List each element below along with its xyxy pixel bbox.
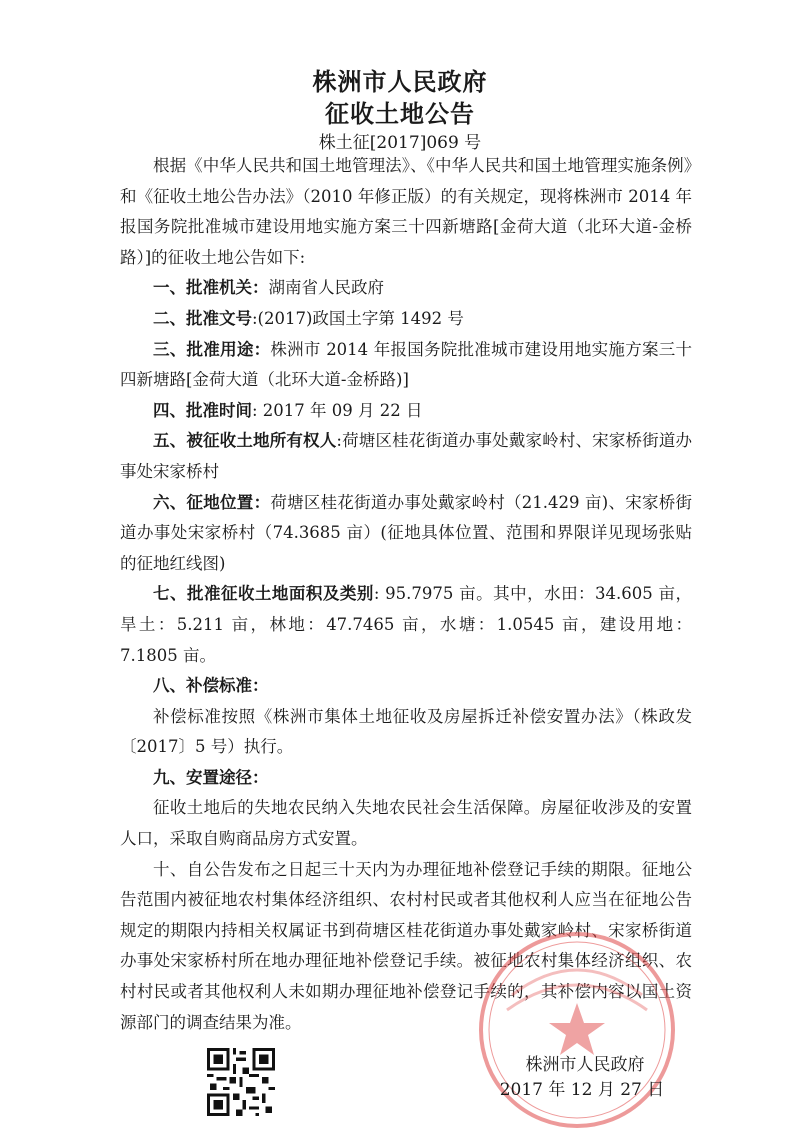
qr-code-icon bbox=[207, 1048, 275, 1116]
item-label: 九、安置途径： bbox=[153, 767, 269, 787]
item-approval-authority bbox=[120, 273, 692, 304]
item-text: :(2017)政国土字第 1492 号 bbox=[252, 308, 464, 328]
intro-paragraph: 根据《中华人民共和国土地管理法》、《中华人民共和国土地管理实施条例》和《征收土地公告办法》（2010 年修正版）的有关规定，现将株洲市 2014 年报国务院批准城市建设用地实施方案三十四新塘路[金荷大道（北环大道-金桥路）]的征收土地公告如下: bbox=[120, 156, 692, 267]
official-seal-icon bbox=[472, 925, 682, 1135]
signature-date: 2017 年 12 月 27 日 bbox=[499, 1080, 665, 1100]
item-text: 湖南省人民政府 bbox=[268, 278, 384, 298]
item-compensation-text: 补偿标准按照《株洲市集体土地征收及房屋拆迁补偿安置办法》（株政发〔2017〕5 号）执行。 bbox=[120, 706, 692, 757]
item-text: :荷塘区桂花街道办事处戴家岭村、宋家桥街道办事处宋家桥村 bbox=[120, 431, 693, 481]
item-land-location bbox=[120, 488, 692, 580]
item-registration-deadline: 十、自公告发布之日起三十天内为办理征地补偿登记手续的期限。征地公告范围内被征地农村集体经济组织、农村村民或者其他权利人应当在征地公告规定的期限内持相关权属证书到荷塘区桂花街道办事处戴家岭村、宋家桥街道办事处宋家桥村所在地办理征地补偿登记手续。被征地农村集体经济组织、农村村民或者其他权利人未如期办理征地补偿登记手续的，其补偿内容以国土资源部门的调查结果为准。 bbox=[120, 859, 692, 1032]
item-label: 七、批准征收土地面积及类别 bbox=[153, 584, 374, 604]
notice-title: 征收土地公告 bbox=[325, 100, 475, 128]
item-approval-date bbox=[120, 396, 692, 427]
item-text: : 2017 年 09 月 22 日 bbox=[252, 400, 423, 420]
item-land-area bbox=[120, 579, 692, 671]
item-resettlement-heading bbox=[120, 763, 692, 794]
document-number: 株土征[2017]069 号 bbox=[318, 133, 482, 153]
item-label: 八、补偿标准： bbox=[153, 676, 269, 696]
item-label: 六、征地位置： bbox=[153, 492, 271, 512]
item-text: 荷塘区桂花街道办事处戴家岭村（21.429 亩)、宋家桥街道办事处宋家桥村（74.3685 亩）(征地具体位置、范围和界限详见现场张贴的征地红线图) bbox=[120, 492, 693, 573]
issuing-org-title: 株洲市人民政府 bbox=[312, 68, 488, 96]
item-approval-use bbox=[120, 335, 692, 396]
item-label: 二、批准文号 bbox=[153, 308, 252, 328]
item-label: 四、批准时间 bbox=[153, 400, 252, 420]
item-text: : 95.7975 亩。其中，水田：34.605 亩，旱土：5.211 亩，林地：47.7465 亩，水塘：1.0545 亩，建设用地：7.1805 亩。 bbox=[120, 584, 693, 665]
item-resettlement-text: 征收土地后的失地农民纳入失地农民社会生活保障。房屋征收涉及的安置人口，采取自购商品房方式安置。 bbox=[120, 798, 692, 849]
item-label: 一、批准机关： bbox=[153, 278, 269, 298]
item-text: 株洲市 2014 年报国务院批准城市建设用地实施方案三十四新塘路[金荷大道（北环大道-金桥路)] bbox=[120, 339, 693, 390]
signature-org: 株洲市人民政府 bbox=[525, 1055, 645, 1075]
item-approval-number bbox=[120, 304, 692, 335]
item-label: 三、批准用途： bbox=[153, 339, 271, 359]
item-land-owner bbox=[120, 426, 692, 487]
notice-body bbox=[120, 151, 692, 1038]
item-label: 五、被征收土地所有权人 bbox=[153, 431, 337, 451]
item-compensation-heading bbox=[120, 671, 692, 702]
